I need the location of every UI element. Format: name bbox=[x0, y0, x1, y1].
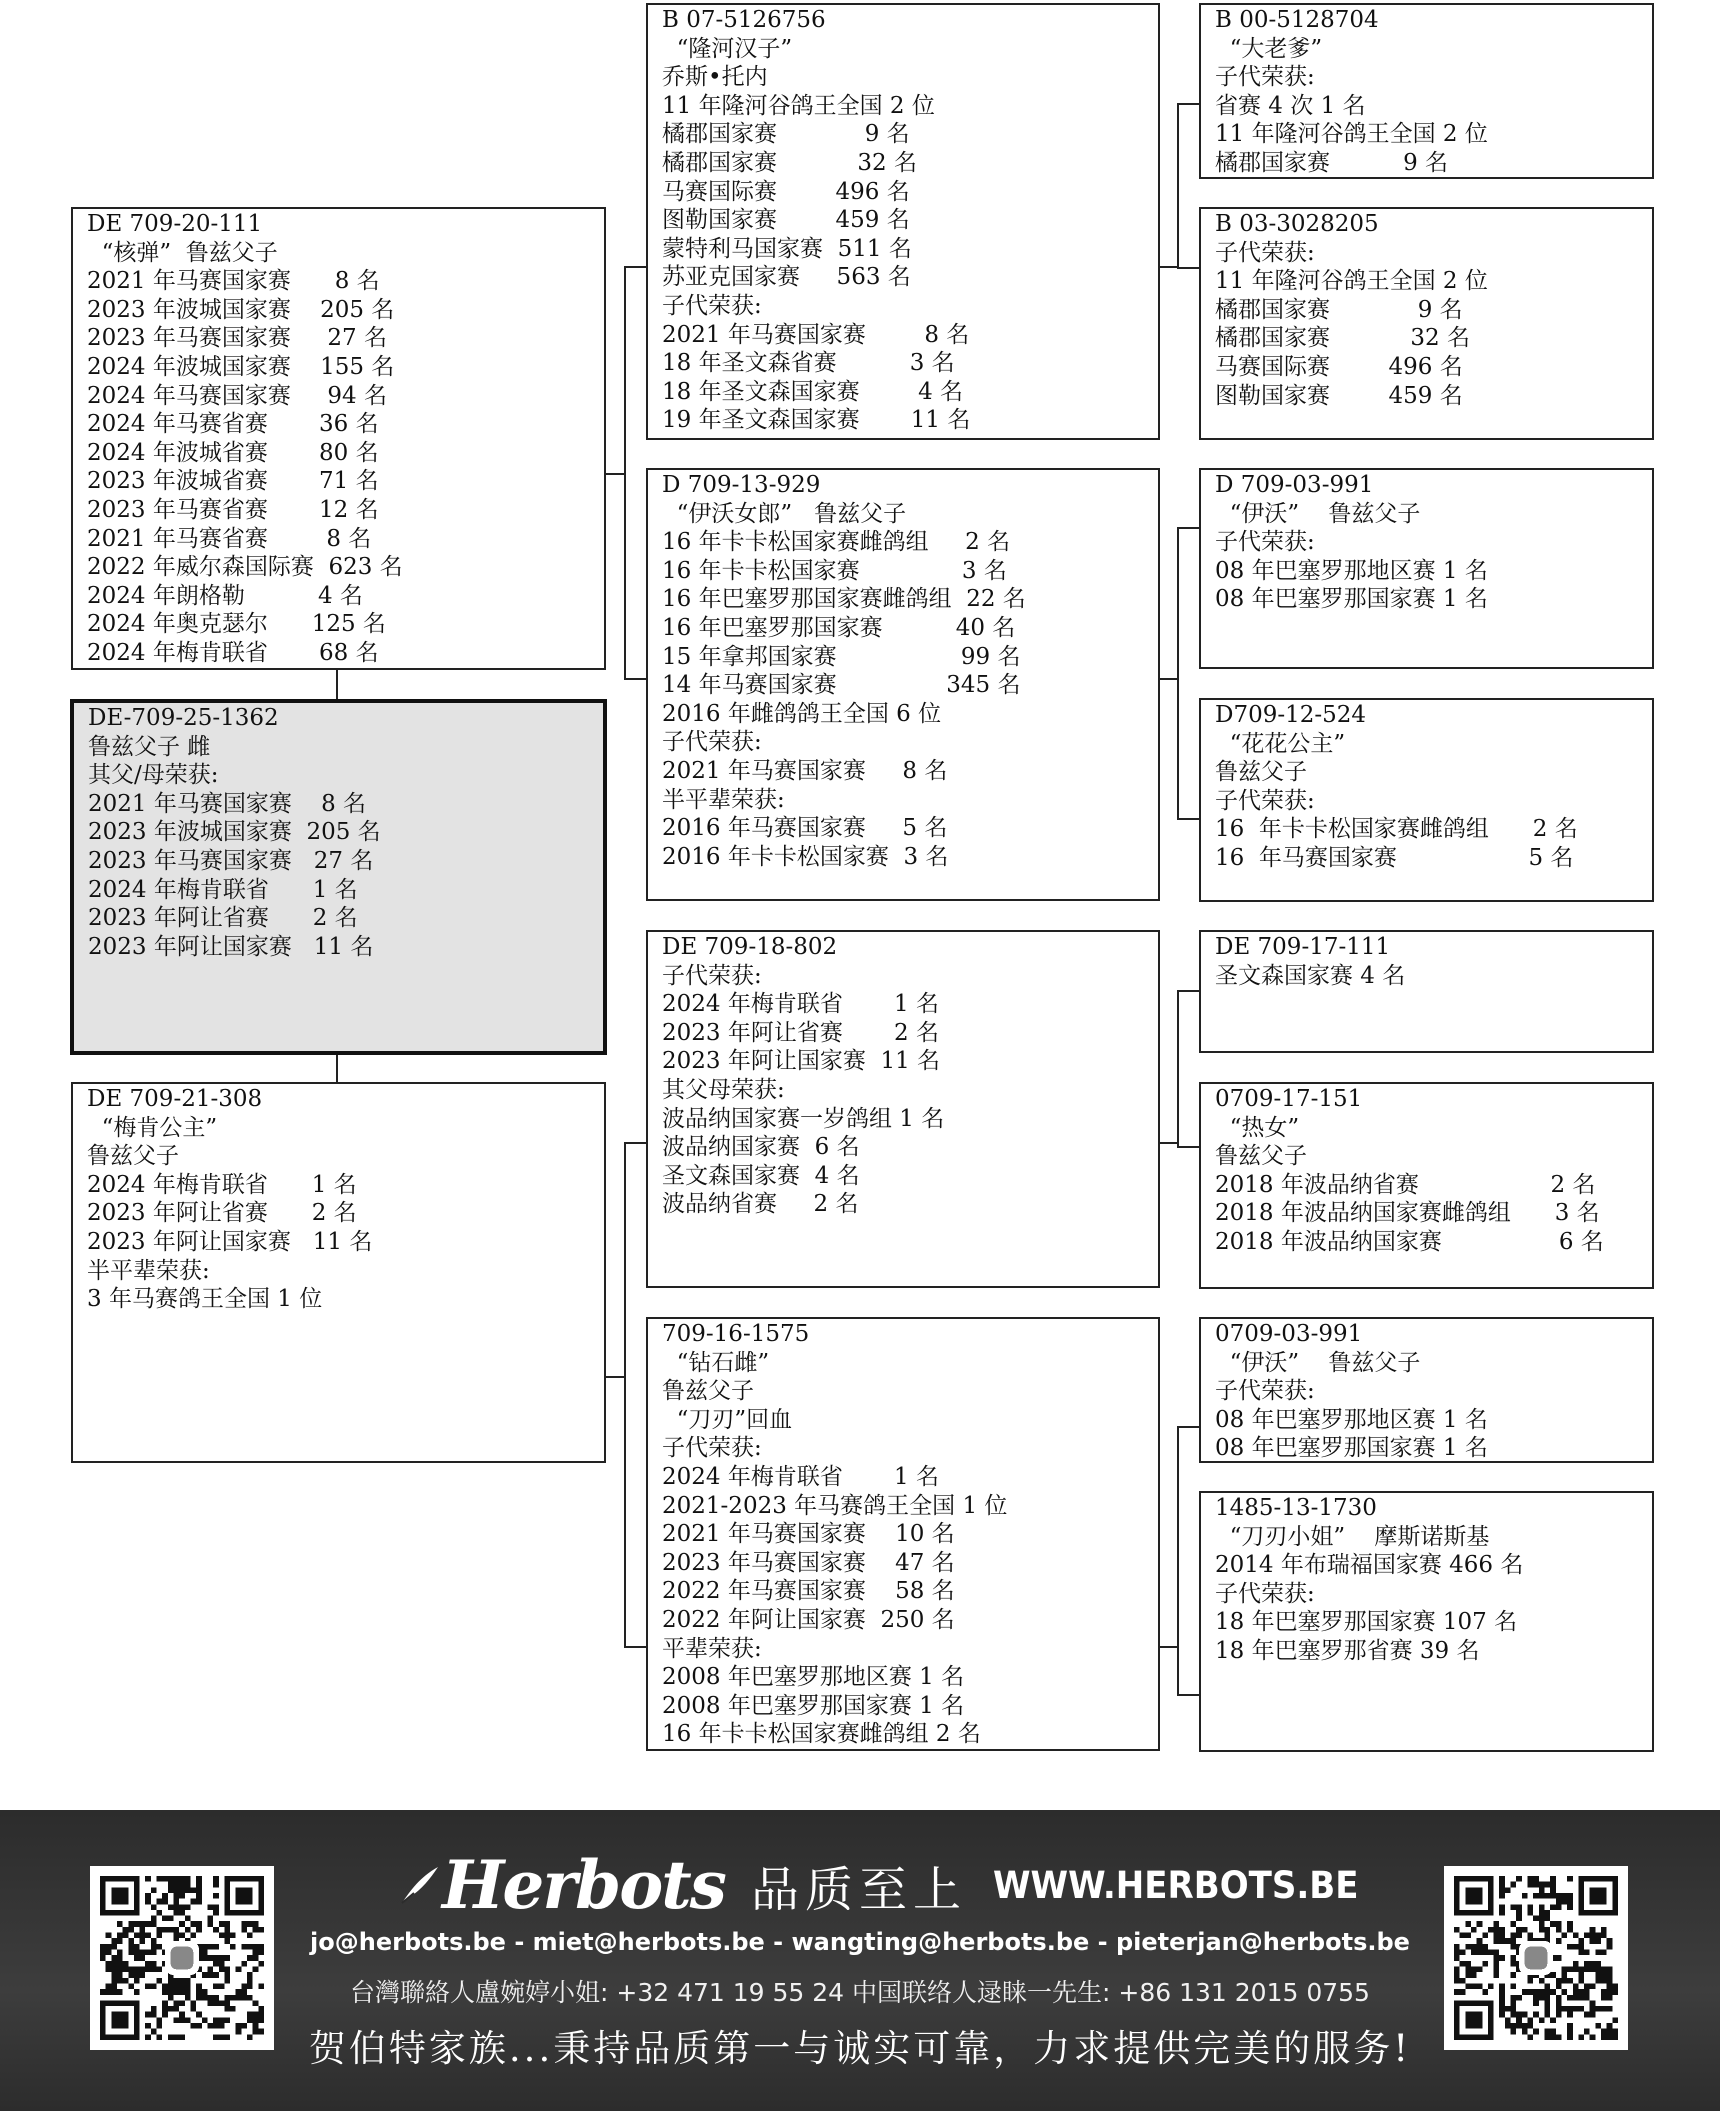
card-line: 2024 年梅肯联省 1 名 bbox=[662, 1463, 939, 1490]
card-line: 2024 年梅肯联省 1 名 bbox=[662, 991, 939, 1018]
connector-dam-fork bbox=[624, 1142, 626, 1648]
ring-number: 1485-13-1730 bbox=[1215, 1495, 1377, 1521]
card-line: 鲁兹父子 bbox=[1215, 1143, 1307, 1170]
connector-dd-right bbox=[1158, 1646, 1179, 1648]
dam-card bbox=[71, 1082, 606, 1463]
ring-number: 709-16-1575 bbox=[662, 1321, 810, 1347]
card-line: 2008 年巴塞罗那国家赛 1 名 bbox=[662, 1692, 965, 1719]
sire-dam-sire-card bbox=[1199, 468, 1654, 669]
card-line: 16 年巴塞罗那国家赛 40 名 bbox=[662, 614, 1016, 641]
card-line: “隆河汉子” bbox=[662, 35, 793, 62]
card-line: 图勒国家赛 459 名 bbox=[662, 207, 910, 234]
card-line: 2014 年布瑞福国家赛 466 名 bbox=[1215, 1552, 1524, 1579]
connector-dd-fork bbox=[1177, 1426, 1179, 1696]
card-line: 2023 年阿让省赛 2 名 bbox=[662, 1019, 939, 1046]
card-line: 08 年巴塞罗那地区赛 1 名 bbox=[1215, 1406, 1488, 1433]
card-line: 2021 年马赛国家赛 8 名 bbox=[88, 790, 367, 817]
connector-to-sire-sire bbox=[624, 266, 647, 268]
card-line: 波品纳国家赛一岁鸽组 1 名 bbox=[662, 1105, 945, 1132]
card-line: 2023 年阿让国家赛 11 名 bbox=[87, 1228, 373, 1255]
card-line: “钻石雌” bbox=[662, 1349, 770, 1376]
card-line: 16 年卡卡松国家赛雌鸽组 2 名 bbox=[662, 1721, 981, 1748]
card-line: 2022 年威尔森国际赛 623 名 bbox=[87, 554, 403, 581]
card-line: 2023 年阿让省赛 2 名 bbox=[88, 905, 358, 932]
ring-number: D 709-13-929 bbox=[662, 472, 821, 498]
card-line: “核弹” 鲁兹父子 bbox=[87, 239, 278, 266]
card-line: “梅肯公主” bbox=[87, 1114, 218, 1141]
dam-sire-dam-card bbox=[1199, 1082, 1654, 1289]
connector-to-dds bbox=[1177, 1426, 1200, 1428]
card-line: 11 年隆河谷鸽王全国 2 位 bbox=[662, 92, 935, 119]
brand-row bbox=[400, 1846, 1390, 1924]
dam-sire-sire-card bbox=[1199, 930, 1654, 1053]
card-line: “热女” bbox=[1215, 1114, 1300, 1141]
card-line: 2023 年波城国家赛 205 名 bbox=[87, 296, 395, 323]
connector-sd-right bbox=[1158, 678, 1179, 680]
card-line: 2024 年梅肯联省 1 名 bbox=[87, 1171, 357, 1198]
card-line: 08 年巴塞罗那国家赛 1 名 bbox=[1215, 1435, 1488, 1462]
ring-number: D709-12-524 bbox=[1215, 702, 1367, 728]
dam-dam-dam-card bbox=[1199, 1491, 1654, 1752]
card-line: 19 年圣文森国家赛 11 名 bbox=[662, 407, 971, 434]
card-line: 18 年巴塞罗那国家赛 107 名 bbox=[1215, 1609, 1518, 1636]
connector-to-dam-sire bbox=[624, 1142, 647, 1144]
card-line: 14 年马赛国家赛 345 名 bbox=[662, 672, 1021, 699]
ring-number: 0709-03-991 bbox=[1215, 1321, 1363, 1347]
card-line: 11 年隆河谷鸽王全国 2 位 bbox=[1215, 121, 1488, 148]
herbots-logo: Herbots bbox=[400, 1846, 725, 1924]
card-line: “刀刃”回血 bbox=[662, 1406, 793, 1433]
card-line: 子代荣获: bbox=[1215, 529, 1315, 556]
card-line: “伊沃女郎” 鲁兹父子 bbox=[662, 500, 907, 527]
sire-sire-dam-card bbox=[1199, 207, 1654, 440]
card-line: 2016 年卡卡松国家赛 3 名 bbox=[662, 843, 949, 870]
card-line: 蒙特利马国家赛 511 名 bbox=[662, 235, 912, 262]
card-line: 08 年巴塞罗那国家赛 1 名 bbox=[1215, 586, 1488, 613]
card-line: 鲁兹父子 雌 bbox=[88, 733, 211, 760]
card-line: 18 年圣文森省赛 3 名 bbox=[662, 350, 955, 377]
card-line: 鲁兹父子 bbox=[87, 1143, 179, 1170]
card-line: 马赛国际赛 496 名 bbox=[1215, 353, 1463, 380]
connector-dam-right bbox=[604, 1376, 626, 1378]
ring-number: 0709-17-151 bbox=[1215, 1086, 1363, 1112]
card-line: 鲁兹父子 bbox=[1215, 759, 1307, 786]
card-line: 橘郡国家赛 9 名 bbox=[662, 121, 910, 148]
card-line: 子代荣获: bbox=[1215, 239, 1315, 266]
ring-number: DE 709-18-802 bbox=[662, 934, 838, 960]
dam-dam-sire-card bbox=[1199, 1317, 1654, 1463]
contact-phones: 台灣聯絡人盧婉婷小姐: +32 471 19 55 24 中国联络人逯睐一先生: +86 131 2015 0755 bbox=[350, 1978, 1370, 2007]
card-line: 2016 年雌鸽鸽王全国 6 位 bbox=[662, 700, 942, 727]
card-line: 2021 年马赛省赛 8 名 bbox=[87, 525, 372, 552]
card-line: 子代荣获: bbox=[1215, 1580, 1315, 1607]
card-line: 11 年隆河谷鸽王全国 2 位 bbox=[1215, 268, 1488, 295]
card-line: 半平辈荣获: bbox=[662, 786, 785, 813]
card-line: 半平辈荣获: bbox=[87, 1257, 210, 1284]
sire-sire-sire-card bbox=[1199, 3, 1654, 179]
connector-to-dss bbox=[1177, 990, 1200, 992]
card-line: “大老爹” bbox=[1215, 35, 1323, 62]
subject-card bbox=[70, 699, 607, 1055]
card-line: 子代荣获: bbox=[1215, 64, 1315, 91]
card-line: 2024 年梅肯联省 1 名 bbox=[88, 876, 358, 903]
card-line: 2024 年奥克瑟尔 125 名 bbox=[87, 611, 386, 638]
card-line: 乔斯•托内 bbox=[662, 64, 768, 91]
ring-number: D 709-03-991 bbox=[1215, 472, 1374, 498]
dam-dam-card bbox=[646, 1317, 1160, 1751]
card-line: 马赛国际赛 496 名 bbox=[662, 178, 910, 205]
connector-ss-right bbox=[1158, 266, 1179, 268]
card-line: 2018 年波品纳省赛 2 名 bbox=[1215, 1171, 1596, 1198]
card-line: “伊沃” 鲁兹父子 bbox=[1215, 1349, 1421, 1376]
website-link[interactable]: WWW.HERBOTS.BE bbox=[992, 1863, 1359, 1907]
card-line: 省赛 4 次 1 名 bbox=[1215, 92, 1366, 119]
connector-to-ssd bbox=[1177, 267, 1200, 269]
connector-to-sdd bbox=[1177, 818, 1200, 820]
connector-to-ddd bbox=[1177, 1694, 1200, 1696]
connector-to-dam-dam bbox=[624, 1646, 647, 1648]
company-motto: 贺伯特家族...秉持品质第一与诚实可靠，力求提供完美的服务! bbox=[308, 2027, 1412, 2070]
card-line: 波品纳国家赛 6 名 bbox=[662, 1134, 860, 1161]
card-line: 子代荣获: bbox=[662, 292, 762, 319]
card-line: 2023 年波城国家赛 205 名 bbox=[88, 819, 381, 846]
card-line: 圣文森国家赛 4 名 bbox=[1215, 962, 1406, 989]
email-list[interactable]: jo@herbots.be - miet@herbots.be - wangting@herbots.be - pieterjan@herbots.be bbox=[310, 1928, 1410, 1956]
card-line: 15 年拿邦国家赛 99 名 bbox=[662, 643, 1021, 670]
card-line: 子代荣获: bbox=[1215, 1378, 1315, 1405]
card-line: 子代荣获: bbox=[662, 729, 762, 756]
sire-sire-card bbox=[646, 3, 1160, 440]
connector-sire-subject bbox=[336, 668, 338, 700]
card-line: 2023 年马赛省赛 12 名 bbox=[87, 496, 379, 523]
card-line: 2016 年马赛国家赛 5 名 bbox=[662, 815, 948, 842]
card-line: 苏亚克国家赛 563 名 bbox=[662, 264, 911, 291]
card-line: 橘郡国家赛 9 名 bbox=[1215, 296, 1463, 323]
card-line: 08 年巴塞罗那地区赛 1 名 bbox=[1215, 557, 1488, 584]
card-line: 2023 年阿让省赛 2 名 bbox=[87, 1200, 357, 1227]
card-line: 2021-2023 年马赛鸽王全国 1 位 bbox=[662, 1492, 1008, 1519]
ring-number: DE 709-17-111 bbox=[1215, 934, 1391, 960]
card-line: 18 年巴塞罗那省赛 39 名 bbox=[1215, 1637, 1480, 1664]
card-line: 3 年马赛鸽王全国 1 位 bbox=[87, 1286, 323, 1313]
connector-sd-fork bbox=[1177, 527, 1179, 820]
connector-ds-fork bbox=[1177, 990, 1179, 1148]
card-line: 2021 年马赛国家赛 8 名 bbox=[87, 268, 380, 295]
card-line: 2022 年马赛国家赛 58 名 bbox=[662, 1578, 955, 1605]
card-line: 2024 年朗格勒 4 名 bbox=[87, 582, 363, 609]
ring-number: DE 709-20-111 bbox=[87, 211, 263, 237]
card-line: 子代荣获: bbox=[1215, 787, 1315, 814]
connector-subject-dam bbox=[336, 1053, 338, 1083]
card-line: 2023 年马赛国家赛 27 名 bbox=[87, 325, 387, 352]
card-line: 橘郡国家赛 9 名 bbox=[1215, 149, 1449, 176]
card-line: 圣文森国家赛 4 名 bbox=[662, 1162, 860, 1189]
connector-to-dsd bbox=[1177, 1146, 1200, 1148]
card-line: 18 年圣文森国家赛 4 名 bbox=[662, 378, 964, 405]
connector-ss-fork bbox=[1177, 103, 1179, 269]
card-line: 2018 年波品纳国家赛雌鸽组 3 名 bbox=[1215, 1200, 1600, 1227]
card-line: 2024 年马赛国家赛 94 名 bbox=[87, 382, 387, 409]
card-line: 16 年巴塞罗那国家赛雌鸽组 22 名 bbox=[662, 586, 1026, 613]
wechat-qr-code[interactable] bbox=[1444, 1866, 1628, 2050]
card-line: 2023 年马赛国家赛 47 名 bbox=[662, 1549, 955, 1576]
card-line: 2022 年阿让国家赛 250 名 bbox=[662, 1606, 955, 1633]
contact-footer bbox=[0, 1810, 1720, 2111]
card-line: 2024 年波城省赛 80 名 bbox=[87, 439, 379, 466]
card-line: 2021 年马赛国家赛 8 名 bbox=[662, 321, 970, 348]
card-line: 16 年卡卡松国家赛雌鸽组 2 名 bbox=[662, 529, 1011, 556]
card-line: 16 年卡卡松国家赛 3 名 bbox=[662, 557, 1007, 584]
ring-number: DE 709-21-308 bbox=[87, 1086, 263, 1112]
card-line: 波品纳省赛 2 名 bbox=[662, 1191, 859, 1218]
card-line: 橘郡国家赛 32 名 bbox=[662, 149, 917, 176]
card-line: 16 年卡卡松国家赛雌鸽组 2 名 bbox=[1215, 816, 1578, 843]
card-line: 2023 年阿让国家赛 11 名 bbox=[88, 933, 374, 960]
card-line: 2008 年巴塞罗那地区赛 1 名 bbox=[662, 1664, 965, 1691]
card-line: 2024 年马赛省赛 36 名 bbox=[87, 411, 379, 438]
card-line: “花花公主” bbox=[1215, 730, 1346, 757]
sire-card bbox=[71, 207, 606, 670]
slogan: 品质至上 bbox=[750, 1861, 967, 1918]
connector-to-sds bbox=[1177, 527, 1200, 529]
card-line: 其父/母荣获: bbox=[88, 762, 219, 789]
feather-icon bbox=[400, 1863, 440, 1907]
ring-number: B 03-3028205 bbox=[1215, 211, 1379, 237]
ring-number: B 00-5128704 bbox=[1215, 7, 1379, 33]
sire-dam-card bbox=[646, 468, 1160, 901]
card-line: 鲁兹父子 bbox=[662, 1378, 754, 1405]
connector-to-sss bbox=[1177, 103, 1200, 105]
card-line: 平辈荣获: bbox=[662, 1635, 762, 1662]
ring-number: DE-709-25-1362 bbox=[88, 705, 279, 731]
card-line: 2021 年马赛国家赛 8 名 bbox=[662, 757, 948, 784]
card-line: 其父母荣获: bbox=[662, 1076, 785, 1103]
card-line: 2024 年梅肯联省 68 名 bbox=[87, 639, 379, 666]
connector-sire-right bbox=[604, 473, 626, 475]
card-line: 2018 年波品纳国家赛 6 名 bbox=[1215, 1228, 1604, 1255]
card-line: 图勒国家赛 459 名 bbox=[1215, 382, 1463, 409]
card-line: “刀刃小姐” 摩斯诺斯基 bbox=[1215, 1523, 1490, 1550]
card-line: 子代荣获: bbox=[662, 1435, 762, 1462]
card-line: 橘郡国家赛 32 名 bbox=[1215, 325, 1470, 352]
sire-dam-dam-card bbox=[1199, 698, 1654, 902]
card-line: 16 年马赛国家赛 5 名 bbox=[1215, 844, 1574, 871]
card-line: 2024 年波城国家赛 155 名 bbox=[87, 353, 395, 380]
card-line: 子代荣获: bbox=[662, 962, 762, 989]
connector-ds-right bbox=[1158, 1142, 1179, 1144]
connector-to-sire-dam bbox=[624, 678, 647, 680]
card-line: 2023 年阿让国家赛 11 名 bbox=[662, 1048, 941, 1075]
dam-sire-card bbox=[646, 930, 1160, 1288]
card-line: 2023 年波城省赛 71 名 bbox=[87, 468, 379, 495]
connector-sire-fork bbox=[624, 266, 626, 680]
card-line: 2021 年马赛国家赛 10 名 bbox=[662, 1521, 955, 1548]
card-line: 2023 年马赛国家赛 27 名 bbox=[88, 847, 374, 874]
ring-number: B 07-5126756 bbox=[662, 7, 826, 33]
card-line: “伊沃” 鲁兹父子 bbox=[1215, 500, 1421, 527]
